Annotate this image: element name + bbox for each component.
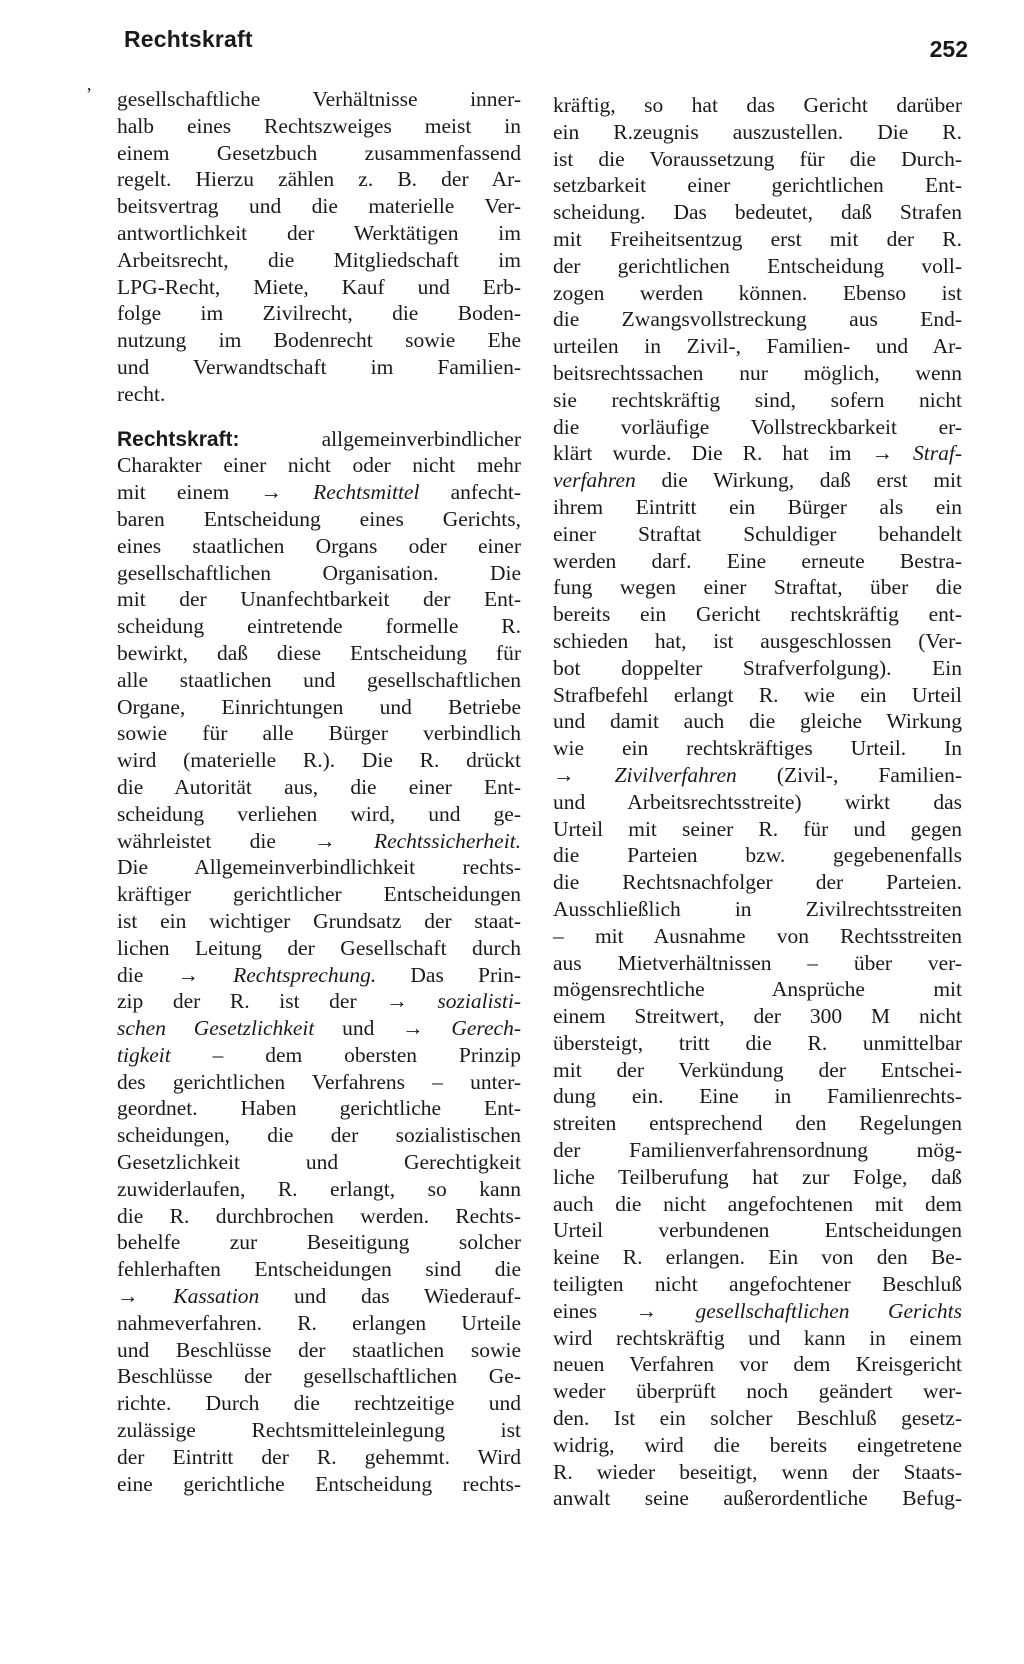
text-run: die vorläufige Vollstreckbarkeit er- <box>553 414 962 439</box>
text-line: regelt. Hierzu zählen z. B. der Ar- <box>117 167 521 192</box>
text-run: die Autorität aus, die einer Ent- <box>117 774 521 799</box>
text-run: Urteil mit seiner R. für und gegen <box>553 816 962 841</box>
text-run: Das Prin- <box>376 962 521 987</box>
text-run: den. Ist ein solcher Beschluß gesetz- <box>553 1406 962 1431</box>
text-line <box>553 923 962 950</box>
text-line <box>553 440 962 467</box>
text-run: scheidungen, die der sozialistischen <box>117 1123 521 1148</box>
cross-ref-arrow-icon: → <box>177 962 199 987</box>
text-run: bereits ein Gericht rechtskräftig ent- <box>553 602 962 627</box>
text-line <box>553 199 962 226</box>
cross-ref-arrow-icon: → <box>635 1298 658 1323</box>
text-line <box>553 1003 962 1030</box>
text-line <box>117 988 521 1015</box>
left-column <box>117 86 521 1497</box>
text-run: wie ein rechtskräftiges Urteil. In <box>553 736 962 761</box>
cross-reference: Rechtsprechung. <box>233 962 377 987</box>
text-run: schieden hat, ist ausgeschlossen (Ver- <box>553 628 962 653</box>
text-run: des gerichtlichen Verfahrens – unter- <box>117 1069 521 1094</box>
text-run: nahmeverfahren. R. erlangen Urteile <box>117 1310 521 1335</box>
text-run: anfecht- <box>419 480 522 505</box>
text-line <box>117 908 521 935</box>
text-run: widrig, wird die bereits eingetretene <box>553 1432 962 1457</box>
cross-reference: Kassation <box>173 1284 260 1309</box>
text-run: eines staatlichen Organs oder einer <box>117 533 521 558</box>
text-line: folge im Zivilrecht, die Boden- <box>117 301 521 326</box>
text-line <box>117 613 521 640</box>
text-run: zuwiderlaufen, R. erlangt, so kann <box>117 1176 521 1201</box>
text-run: die <box>117 962 178 987</box>
text-line <box>117 1390 521 1417</box>
text-line <box>553 306 962 333</box>
text-line <box>117 1337 521 1364</box>
text-run: bewirkt, daß diese Entscheidung für <box>117 640 521 665</box>
text-line <box>553 1271 962 1298</box>
text-run: Gesetzlichkeit und Gerechtigkeit <box>117 1150 521 1175</box>
text-line <box>117 1229 521 1256</box>
cross-reference: Rechtssicherheit. <box>373 828 522 853</box>
text-run: alle staatlichen und gesellschaftlichen <box>117 667 521 692</box>
text-run: kräftig, so hat das Gericht darüber <box>553 93 962 117</box>
text-line <box>117 962 521 989</box>
text-line <box>553 1485 962 1512</box>
text-line <box>117 1310 521 1337</box>
text-run: baren Entscheidung eines Gerichts, <box>117 506 521 531</box>
text-run: werden darf. Eine erneute Bestra- <box>553 548 962 573</box>
text-line <box>117 479 521 506</box>
text-line <box>553 789 962 816</box>
text-line <box>553 628 962 655</box>
text-run: ihrem Eintritt ein Bürger als ein <box>553 494 962 519</box>
text-line: gesellschaftliche Verhältnisse inner- <box>117 87 521 111</box>
text-run: auch die nicht angefochtenen mit dem <box>553 1191 962 1216</box>
text-run: teiligten nicht angefochtener Beschluß <box>553 1272 962 1297</box>
text-run: Organe, Einrichtungen und Betriebe <box>117 694 521 719</box>
text-run: (Zivil-, Familien- <box>736 762 962 787</box>
text-line <box>117 828 521 855</box>
text-line <box>553 1459 962 1486</box>
text-line <box>553 655 962 682</box>
text-run: und Arbeitsrechtsstreite) wirkt das <box>553 789 962 814</box>
cross-ref-arrow-icon: → <box>402 1016 424 1041</box>
text-run: behelfe zur Beseitigung solcher <box>117 1230 521 1255</box>
entry-first-line-text: allgemeinverbindlicher <box>321 426 521 451</box>
text-run: beitsrechtssachen nur möglich, wenn <box>553 360 962 385</box>
text-run: Die Allgemeinverbindlichkeit rechts- <box>117 855 521 880</box>
text-line <box>117 747 521 774</box>
text-run: ist ein wichtiger Grundsatz der staat- <box>117 908 521 933</box>
stray-print-mark: ʼ <box>86 84 92 104</box>
text-run: keine R. erlangen. Ein von den Be- <box>553 1245 962 1270</box>
text-run: die Zwangsvollstreckung aus End- <box>553 307 962 332</box>
text-run: die Rechtsnachfolger der Parteien. <box>553 870 962 895</box>
text-run: und Beschlüsse der staatlichen sowie <box>117 1337 521 1362</box>
text-line <box>553 601 962 628</box>
text-line <box>117 1417 521 1444</box>
text-line <box>117 1015 521 1042</box>
right-column <box>553 92 962 1512</box>
text-line <box>117 1149 521 1176</box>
text-run: mit der Verkündung der Entschei- <box>553 1057 962 1082</box>
text-line <box>117 801 521 828</box>
text-line <box>553 119 962 146</box>
text-line <box>117 1283 521 1310</box>
text-line: LPG-Recht, Miete, Kauf und Erb- <box>117 274 521 299</box>
text-line <box>117 533 521 560</box>
running-title: Rechtskraft <box>124 26 253 52</box>
text-line <box>553 869 962 896</box>
text-run: richte. Durch die rechtzeitige und <box>117 1391 521 1416</box>
text-run: Charakter einer nicht oder nicht mehr <box>117 453 521 478</box>
text-line <box>553 92 962 119</box>
text-run: urteilen in Zivil-, Familien- und Ar- <box>553 334 962 359</box>
text-line <box>117 1471 521 1498</box>
cross-reference: Straf- <box>913 441 962 466</box>
text-run: Ausschließlich in Zivilrechtsstreiten <box>553 896 962 921</box>
text-line <box>117 506 521 533</box>
text-line <box>553 1378 962 1405</box>
text-run: streiten entsprechend den Regelungen <box>553 1111 962 1136</box>
text-run: der Eintritt der R. gehemmt. Wird <box>117 1444 521 1469</box>
text-line: einem Gesetzbuch zusammenfassend <box>117 140 521 165</box>
text-line <box>117 935 521 962</box>
text-run: sowie für alle Bürger verbindlich <box>117 721 521 746</box>
text-run: und das Wiederauf- <box>259 1284 521 1309</box>
text-line <box>553 1405 962 1432</box>
text-line <box>117 1042 521 1069</box>
text-run: – dem obersten Prinzip <box>170 1042 521 1067</box>
text-line <box>553 896 962 923</box>
text-line <box>553 1217 962 1244</box>
text-run: fung wegen einer Straftat, über die <box>553 575 962 600</box>
text-run: und damit auch die gleiche Wirkung <box>553 709 962 734</box>
text-line <box>117 452 521 479</box>
cross-reference: tigkeit <box>117 1042 171 1067</box>
text-line <box>553 1325 962 1352</box>
text-run: liche Teilberufung hat zur Folge, daß <box>553 1164 962 1189</box>
entry-keyword: Rechtskraft: <box>117 427 240 451</box>
cross-reference: schen Gesetzlichkeit <box>117 1016 315 1041</box>
text-run: wird rechtskräftig und kann in einem <box>553 1325 962 1350</box>
text-line <box>117 694 521 721</box>
text-line <box>553 226 962 253</box>
text-run: fehlerhaften Entscheidungen sind die <box>117 1257 521 1282</box>
text-line: beitsvertrag und die materielle Ver- <box>117 194 521 219</box>
text-run: aus Mietverhältnissen – über ver- <box>553 950 962 975</box>
text-run: und <box>314 1016 403 1041</box>
cross-reference: gesellschaftlichen Gerichts <box>695 1298 962 1323</box>
cross-reference: sozialisti- <box>437 989 521 1014</box>
text-line: recht. <box>117 381 166 406</box>
text-line <box>553 548 962 575</box>
text-line: und Verwandtschaft im Familien- <box>117 354 521 379</box>
text-line <box>117 1256 521 1283</box>
text-line <box>553 1030 962 1057</box>
text-run: die Wirkung, daß erst mit <box>635 468 962 493</box>
text-run: währleistet die <box>117 828 315 853</box>
text-run: einer Straftat Schuldiger behandelt <box>553 521 962 546</box>
cross-ref-arrow-icon: → <box>117 1284 139 1309</box>
text-line <box>553 816 962 843</box>
text-line <box>553 735 962 762</box>
entry-first-line <box>117 426 521 453</box>
text-line <box>553 1110 962 1137</box>
text-line <box>553 387 962 414</box>
cross-ref-arrow-icon: → <box>260 480 282 505</box>
text-line <box>553 682 962 709</box>
text-line <box>553 1244 962 1271</box>
cross-ref-arrow-icon: → <box>386 989 408 1014</box>
text-line <box>553 574 962 601</box>
text-run: lichen Leitung der Gesellschaft durch <box>117 935 521 960</box>
text-line <box>553 146 962 173</box>
text-run: Beschlüsse der gesellschaftlichen Ge- <box>117 1364 521 1389</box>
text-line <box>553 1164 962 1191</box>
text-line: halb eines Rechtszweiges meist in <box>117 113 521 138</box>
text-run: setzbarkeit einer gerichtlichen Ent- <box>553 173 962 198</box>
text-line <box>117 667 521 694</box>
cross-ref-arrow-icon: → <box>553 762 575 787</box>
cross-reference: Gerech- <box>451 1016 521 1041</box>
text-run: Strafbefehl erlangt R. wie ein Urteil <box>553 682 962 707</box>
text-run: mit der Unanfechtbarkeit der Ent- <box>117 587 521 612</box>
cross-ref-arrow-icon: → <box>871 441 893 466</box>
text-run: scheidung verliehen wird, und ge- <box>117 801 521 826</box>
text-line <box>553 253 962 280</box>
text-run: neuen Verfahren vor dem Kreisgericht <box>553 1352 962 1377</box>
text-run: eine gerichtliche Entscheidung rechts- <box>117 1471 521 1496</box>
text-run: dung ein. Eine in Familienrechts- <box>553 1084 962 1109</box>
text-run: die Parteien bzw. gegebenenfalls <box>553 843 962 868</box>
text-line <box>117 1069 521 1096</box>
text-line <box>553 467 962 494</box>
text-line <box>553 1298 962 1325</box>
text-line <box>117 1444 521 1471</box>
text-line <box>553 360 962 387</box>
cross-ref-arrow-icon: → <box>314 828 336 853</box>
text-run: scheidung eintretende formelle R. <box>117 614 521 639</box>
entry-rechtskraft <box>117 426 521 1498</box>
cross-reference: verfahren <box>553 468 636 493</box>
text-line: nutzung im Bodenrecht sowie Ehe <box>117 328 521 353</box>
text-run: mit Freiheitsentzug erst mit der R. <box>553 226 962 251</box>
text-line <box>117 560 521 587</box>
text-line <box>117 1363 521 1390</box>
text-run: der gerichtlichen Entscheidung voll- <box>553 253 962 278</box>
text-run: geordnet. Haben gerichtliche Ent- <box>117 1096 521 1121</box>
text-run: die R. durchbrochen werden. Rechts- <box>117 1203 521 1228</box>
text-line <box>117 854 521 881</box>
text-line <box>553 333 962 360</box>
text-line <box>117 1122 521 1149</box>
text-run: – mit Ausnahme von Rechtsstreiten <box>553 923 962 948</box>
text-run: R. wieder beseitigt, wenn der Staats- <box>553 1459 962 1484</box>
text-run: weder überprüft noch geändert wer- <box>553 1379 962 1404</box>
text-line <box>117 881 521 908</box>
text-run: übersteigt, tritt die R. unmittelbar <box>553 1030 962 1055</box>
entry-gap <box>117 408 521 426</box>
text-line <box>553 842 962 869</box>
text-line <box>553 950 962 977</box>
text-run: Urteil verbundenen Entscheidungen <box>553 1218 962 1243</box>
text-run: mit einem <box>117 480 261 505</box>
text-line <box>117 720 521 747</box>
text-line <box>553 521 962 548</box>
text-run: wird (materielle R.). Die R. drückt <box>117 748 521 773</box>
text-line <box>117 1176 521 1203</box>
text-line <box>117 640 521 667</box>
text-line: Arbeitsrecht, die Mitgliedschaft im <box>117 247 521 272</box>
text-line <box>117 774 521 801</box>
text-line <box>553 1083 962 1110</box>
text-line <box>553 280 962 307</box>
text-line <box>553 1191 962 1218</box>
text-line <box>553 414 962 441</box>
text-run: sie rechtskräftig sind, sofern nicht <box>553 387 962 412</box>
text-run: mögensrechtliche Ansprüche mit <box>553 977 962 1002</box>
text-run: eines <box>553 1298 636 1323</box>
text-line <box>553 1432 962 1459</box>
text-line <box>553 976 962 1003</box>
text-line <box>553 1351 962 1378</box>
text-run: kräftiger gerichtlicher Entscheidungen <box>117 882 521 907</box>
text-line: antwortlichkeit der Werktätigen im <box>117 220 521 245</box>
text-run: zulässige Rechtsmitteleinlegung ist <box>117 1418 521 1443</box>
text-line <box>553 494 962 521</box>
cross-reference: Zivilverfahren <box>614 762 737 787</box>
text-run: einem Streitwert, der 300 M nicht <box>553 1004 962 1029</box>
text-line <box>553 172 962 199</box>
text-line <box>553 762 962 789</box>
text-run: der Familienverfahrensordnung mög- <box>553 1138 962 1163</box>
previous-entry-continuation <box>117 86 521 408</box>
text-run: bot doppelter Strafverfolgung). Ein <box>553 655 962 680</box>
text-run: ist die Voraussetzung für die Durch- <box>553 146 962 171</box>
page-number: 252 <box>929 36 968 62</box>
text-line <box>553 708 962 735</box>
text-run: anwalt seine außerordentliche Befug- <box>553 1486 962 1511</box>
text-line <box>117 1203 521 1230</box>
text-line <box>553 1057 962 1084</box>
text-run: zogen werden können. Ebenso ist <box>553 280 962 305</box>
cross-reference: Rechtsmittel <box>313 480 420 505</box>
text-line <box>117 1095 521 1122</box>
text-run: ein R.zeugnis auszustellen. Die R. <box>553 119 962 144</box>
text-line <box>117 586 521 613</box>
text-line <box>553 1137 962 1164</box>
text-run: klärt wurde. Die R. hat im <box>553 441 872 466</box>
text-run: gesellschaftlichen Organisation. Die <box>117 560 521 585</box>
text-run: scheidung. Das bedeutet, daß Strafen <box>553 200 962 225</box>
text-run: zip der R. ist der <box>117 989 387 1014</box>
